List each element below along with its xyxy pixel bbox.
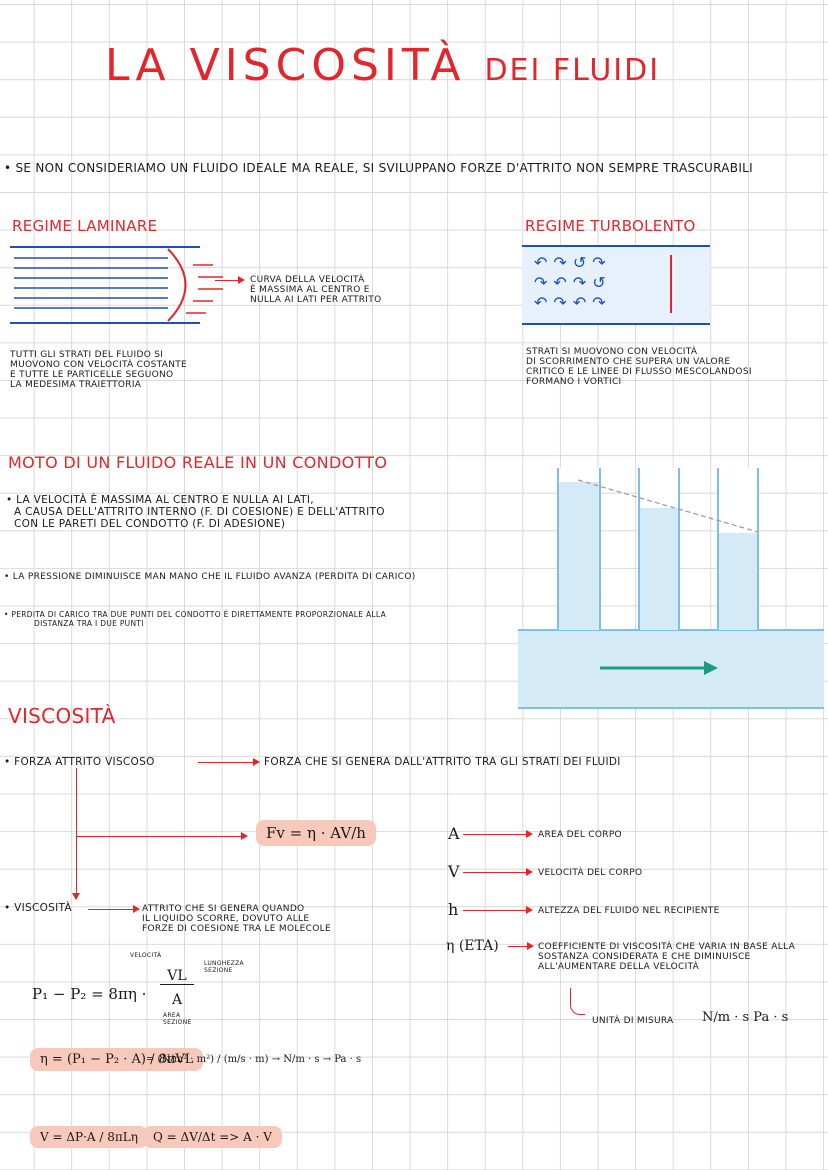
note-area: AREA SEZIONE (163, 1012, 192, 1026)
viscosity-label: • VISCOSITÀ (4, 902, 72, 914)
formula-v: V = ΔP·A / 8πLη (30, 1126, 148, 1148)
legend-arrow-eta (508, 946, 532, 947)
turbulent-flow-diagram: ↶↷↺↷ ↷↶↷↺ ↶↷↶↷ (522, 245, 710, 325)
legend-symbol-a: A (448, 824, 460, 843)
legend-text-v: VELOCITÀ DEL CORPO (538, 868, 643, 878)
legend-text-a: AREA DEL CORPO (538, 830, 622, 840)
force-arrow (198, 762, 258, 763)
legend-text-eta: COEFFICIENTE DI VISCOSITÀ CHE VARIA IN BASE ALLA SOSTANZA CONSIDERATA E CHE DIMINUISCE ALL'AUMENTARE DELLA VELOCITÀ (538, 942, 796, 972)
curve-note: CURVA DELLA VELOCITÀ È MASSIMA AL CENTRO E NULLA AI LATI PER ATTRITO (250, 275, 382, 305)
formula-pressure-den: A (171, 992, 183, 1008)
laminar-heading: REGIME LAMINARE (12, 217, 158, 235)
legend-symbol-v: V (448, 862, 460, 881)
real-fluid-heading: MOTO DI UN FLUIDO REALE IN UN CONDOTTO (8, 453, 388, 472)
legend-symbol-eta: η (ETA) (446, 938, 499, 954)
formula-arrow (76, 836, 246, 837)
legend-arrow-v (463, 872, 531, 873)
laminar-description: TUTTI GLI STRATI DEL FLUIDO SI MUOVONO CON VELOCITÀ COSTANTE E TUTTE LE PARTICELLE SEGUONO LA MEDESIMA TRAIETTORIA (10, 350, 188, 390)
units-value: N/m · s Pa · s (702, 1010, 789, 1025)
legend-text-h: ALTEZZA DEL FLUIDO NEL RECIPIENTE (538, 906, 720, 916)
turbulent-description: STRATI SI MUOVONO CON VELOCITÀ DI SCORRIMENTO CHE SUPERA UN VALORE CRITICO E LE LINEE DI FLUSSO MESCOLANDOSI FORMANO I VORTICI (526, 347, 752, 387)
real-fluid-bullet-1: • LA VELOCITÀ È MASSIMA AL CENTRO E NULLA AI LATI, A CAUSA DELL'ATTRITO INTERNO (F. DI COESIONE) E DELL'ATTRITO CON LE PARETI DEL CONDOTTO (F. DI ADESIONE) (6, 494, 385, 530)
units-arrow (570, 988, 585, 1015)
real-fluid-bullet-3: • PERDITA DI CARICO TRA DUE PUNTI DEL CONDOTTO È DIRETTAMENTE PROPORZIONALE ALLA DISTANZA TRA I DUE PUNTI (4, 610, 387, 628)
title-main: LA VISCOSITÀ (105, 40, 466, 91)
formula-q: Q = ΔV/Δt => A · V (143, 1126, 282, 1148)
legend-arrow-a (463, 834, 531, 835)
intro-text: • SE NON CONSIDERIAMO UN FLUIDO IDEALE MA REALE, SI SVILUPPANO FORZE D'ATTRITO NON SEMPRE TRASCURABILI (4, 162, 753, 175)
legend-arrow-h (463, 910, 531, 911)
force-definition: FORZA CHE SI GENERA DALL'ATTRITO TRA GLI STRATI DEI FLUIDI (264, 756, 621, 768)
legend-symbol-h: h (448, 900, 459, 919)
real-fluid-bullet-2: • LA PRESSIONE DIMINUISCE MAN MANO CHE IL FLUIDO AVANZA (PERDITA DI CARICO) (4, 572, 416, 582)
formula-units: = (N/m² · m²) / (m/s · m) → N/m · s → Pa · s (146, 1054, 362, 1065)
page-title (105, 40, 660, 91)
turbulent-heading: REGIME TURBOLENTO (525, 217, 696, 235)
units-label: UNITÀ DI MISURA (592, 1016, 674, 1026)
down-arrow-head (72, 893, 80, 900)
viscosity-definition: ATTRITO CHE SI GENERA QUANDO IL LIQUIDO SCORRE, DOVUTO ALLE FORZE DI COESIONE TRA LE MOLECOLE (142, 904, 331, 934)
note-velocita: VELOCITÀ (130, 952, 162, 959)
formula-pressure: P₁ − P₂ = 8πη · (32, 985, 147, 1003)
force-label: • FORZA ATTRITO VISCOSO (4, 756, 155, 768)
formula-pressure-num: VL (160, 968, 194, 985)
formula-eta: η = (P₁ − P₂ · A) / 8πVL (30, 1048, 203, 1071)
formula-fv: Fv = η · AV/h (256, 820, 376, 846)
title-sub: DEI FLUIDI (484, 53, 661, 88)
note-lunghezza: LUNGHEZZA SEZIONE (204, 960, 244, 974)
curve-arrow (215, 280, 243, 281)
viscosity-arrow (88, 909, 138, 910)
laminar-flow-diagram (8, 243, 248, 333)
pipe-pressure-diagram (518, 468, 828, 713)
connector-line (76, 768, 77, 896)
viscosity-heading: VISCOSITÀ (8, 704, 116, 728)
